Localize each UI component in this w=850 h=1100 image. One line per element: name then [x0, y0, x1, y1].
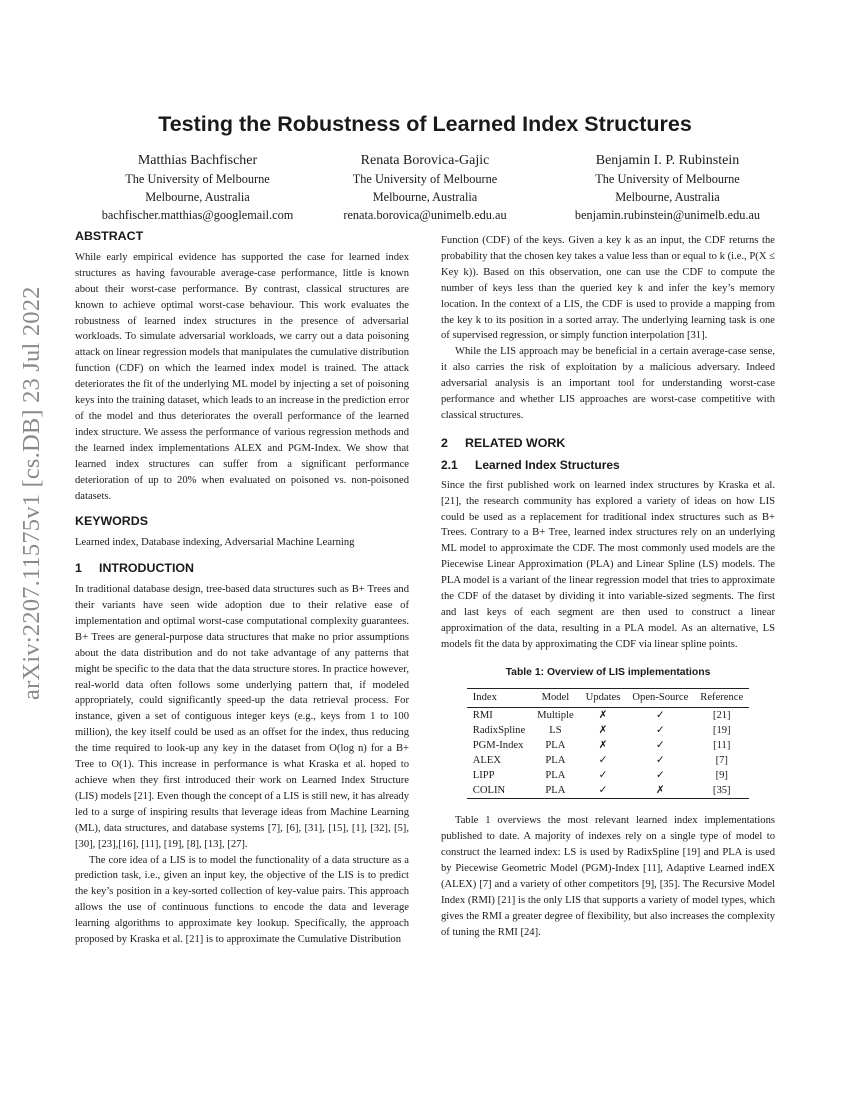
- table-cell: ✗: [598, 725, 608, 737]
- table-cell: LS: [549, 725, 562, 737]
- related-paragraph-1: Since the first published work on learned index structures by Kraska et al. [21], the research community has explored a variety of ideas on how LIS could be used as a replacement for traditional index structures such as B+ Trees. Contrary to a B+ Tree, learned index structures rely on an underlying ML model to approximate the CDF. The most commonly used models are the Piecewise Linear Approximation (PLA) and Linear Spline (LS) models. The PLA model is a variant of the linear regression model that tries to approximate the CDF of the dataset by dividing it into variable-sized segments. The first and last keys of each segment are then used to construct a linear approximation of the data, resulting in a PLA model. As an alternative, LS models fit the data by approximating the CDF via linear spline points.: [441, 479, 775, 650]
- author-email: benjamin.rubinstein@unimelb.edu.au: [574, 208, 761, 222]
- table-header: Reference: [694, 688, 749, 708]
- abstract-heading: ABSTRACT: [75, 229, 144, 243]
- table-row: [467, 708, 749, 724]
- author-name: Benjamin I. P. Rubinstein: [595, 153, 740, 168]
- table-cell: COLIN: [467, 783, 531, 799]
- author-name: Renata Borovica-Gajic: [360, 153, 490, 168]
- keywords-text: Learned index, Database indexing, Adversarial Machine Learning: [75, 537, 355, 549]
- table-row: [467, 738, 749, 753]
- section-number: 2: [441, 435, 448, 450]
- author-block-2: [310, 152, 540, 224]
- table-cell: PLA: [531, 783, 580, 799]
- author-email: bachfischer.matthias@googlemail.com: [101, 208, 294, 222]
- table-cell: PGM-Index: [472, 740, 524, 752]
- table-cell: ✗: [598, 740, 608, 752]
- subsection-heading-learned-index: [441, 458, 775, 474]
- table-cell: ✗: [626, 783, 694, 799]
- table-cell: ALEX: [472, 755, 502, 767]
- section-title: INTRODUCTION: [99, 561, 194, 576]
- table-cell: [35]: [694, 783, 749, 799]
- author-affiliation: The University of Melbourne: [125, 172, 270, 186]
- keywords-heading: KEYWORDS: [75, 514, 148, 529]
- author-block-3: [540, 152, 795, 224]
- author-email: renata.borovica@unimelb.edu.au: [343, 208, 507, 222]
- table-cell: ✓: [655, 755, 665, 767]
- table-row: [467, 753, 749, 768]
- table-cell: ✓: [655, 710, 665, 722]
- section-number: 1: [75, 561, 82, 576]
- table-header: Model: [531, 688, 580, 708]
- author-location: Melbourne, Australia: [372, 190, 478, 204]
- intro-paragraph-3: While the LIS approach may be beneficial in a certain average-case sense, it also carries the risk of exploitation by a malicious adversary. Indeed adversarial analysis is an important tool for understanding worst-case performance and whether LIS approaches are worst-case competitive with classical structures.: [441, 346, 775, 421]
- table-header: Open-Source: [626, 688, 694, 708]
- table-cell: ✗: [598, 710, 608, 722]
- author-affiliation: The University of Melbourne: [352, 172, 498, 186]
- lis-table: [467, 688, 749, 800]
- left-column: [75, 229, 409, 948]
- subsection-number: 2.1: [441, 457, 458, 472]
- table-cell: Multiple: [537, 710, 574, 722]
- table-cell: [9]: [715, 770, 728, 782]
- table-cell: [11]: [713, 740, 731, 752]
- table-row: [467, 723, 749, 738]
- table-cell: [21]: [712, 710, 731, 722]
- paper-title: Testing the Robustness of Learned Index Structures: [158, 112, 692, 136]
- section-heading-related-work: [441, 436, 775, 452]
- related-paragraph-2: Table 1 overviews the most relevant learned index implementations published to date. A majority of indexes rely on a single type of model to construct the learned index: LS is used by RadixSpline [19] and PLA is used by Piecewise Geometric Model (PGM)-Index [11], Adaptive Learned indEX (ALEX) [7] and a variety of other competitors [9], [35]. The Recursive Model Index (RMI) [21] is the only LIS that supports a variety of model types, which gives the RMI a greater degree of flexibility, but also increases the complexity of tuning the RMI [24].: [441, 815, 775, 938]
- table-cell: PLA: [545, 755, 566, 767]
- table-cell: RMI: [472, 710, 493, 722]
- abstract-text: While early empirical evidence has supported the case for learned index structures as having favourable average-case performance, little is known about their worst-case performance. By contrast, classical structures are known to achieve optimal worst-case behaviour. This work evaluates the robustness of learned index structures in the presence of adversarial workloads. To simulate adversarial workloads, we carry out a data poisoning attack on linear regression models that manipulates the cumulative distribution function (CDF) on which the learned index model is trained. The attack deteriorates the fit of the underlying ML model by injecting a set of poisoning keys into the training dataset, which leads to an increase in the prediction error of the model and thus deteriorates the overall performance of the learned index structure. We assess the performance of various regression methods and the learned index implementations ALEX and PGM-Index. We show that learned index structures can suffer from a significant performance deterioration of up to 20% when evaluated on poisoned vs. non-poisoned datasets.: [75, 251, 409, 502]
- arxiv-stamp: arXiv:2207.11575v1 [cs.DB] 23 Jul 2022: [18, 286, 45, 700]
- section-heading-introduction: [75, 561, 409, 577]
- author-location: Melbourne, Australia: [615, 190, 720, 204]
- table-header-row: [467, 688, 749, 708]
- subsection-title: Learned Index Structures: [475, 457, 620, 472]
- table-cell: ✓: [655, 725, 665, 737]
- intro-paragraph-1: In traditional database design, tree-based data structures such as B+ Trees and their variants have seen wide adoption due to their relative ease of implementation and optimal worst-case computational complexity guarantees. B+ Trees are general-purpose data structures that make no prior assumptions about the data distribution and do not take advantage of any patterns that might be specific to the data that the data structure stores. In practice however, real-world data often follows some underlying pattern that, if modeled appropriately, could significantly speed-up the data retrieval process. For instance, given a set of contiguous integer keys (e.g., keys from 1 to 100 million), the key itself could be used as an offset for the index, thus reducing the time required to look-up any key in the dataset from O(log n) for a B+ Tree to O(1). This increase in performance is what Kraska et al. hoped to achieve when they first introduced their work on Learned Index Structure (LIS) models [21]. Even though the concept of a LIS is still new, it has already led to a surge of inspiring results that leverage ideas from Machine Learning (ML), data structures, and database systems [7], [6], [31], [15], [1], [32], [5], [30], [23],[16], [11], [19], [8], [13], [27].: [75, 584, 409, 850]
- table-cell: LIPP: [472, 770, 495, 782]
- author-name: Matthias Bachfischer: [137, 153, 258, 168]
- table-cell: ✓: [655, 740, 665, 752]
- table-cell: [7]: [715, 755, 728, 767]
- author-affiliation: The University of Melbourne: [595, 172, 740, 186]
- table-cell: ✓: [580, 783, 627, 799]
- table-cell: RadixSpline: [472, 725, 526, 737]
- table-header: Index: [467, 688, 531, 708]
- table-header: Updates: [580, 688, 627, 708]
- intro-paragraph-2: The core idea of a LIS is to model the functionality of a data structure as a prediction task, i.e., given an input key, the objective of the LIS is to predict the key’s position in a key-sorted collection of key-value pairs. This approach allows the use of continuous functions to encode the data and leverage learning algorithms to approximate key lookup. Specifically, the approach proposed by Kraska et al. [21] is to approximate the Cumulative Distribution: [75, 854, 409, 946]
- right-column: [441, 233, 775, 941]
- intro-paragraph-2-continued: Function (CDF) of the keys. Given a key k as an input, the CDF returns the probability that the chosen key takes a value less than or equal to k (i.e., P(X ≤ Key k)). Based on this observation, one can use the CDF to compute the number of keys less than the queried key k and infer the key’s memory location. In the context of a LIS, the CDF is used to provide a mapping from the key k to its position in a sorted array. The underlying learning task is one of supervised regression, or simply function interpolation [31].: [441, 235, 775, 342]
- author-location: Melbourne, Australia: [145, 190, 250, 204]
- table-cell: PLA: [545, 740, 566, 752]
- table-cell: ✓: [598, 770, 608, 782]
- table-row: [467, 768, 749, 783]
- table-row: [467, 783, 749, 799]
- table-cell: ✓: [598, 755, 608, 767]
- table-cell: [19]: [712, 725, 731, 737]
- author-block-1: [75, 152, 320, 224]
- section-title: RELATED WORK: [465, 435, 566, 450]
- table-cell: ✓: [655, 770, 665, 782]
- table-caption: Table 1: Overview of LIS implementations: [505, 666, 711, 678]
- table-cell: PLA: [545, 770, 566, 782]
